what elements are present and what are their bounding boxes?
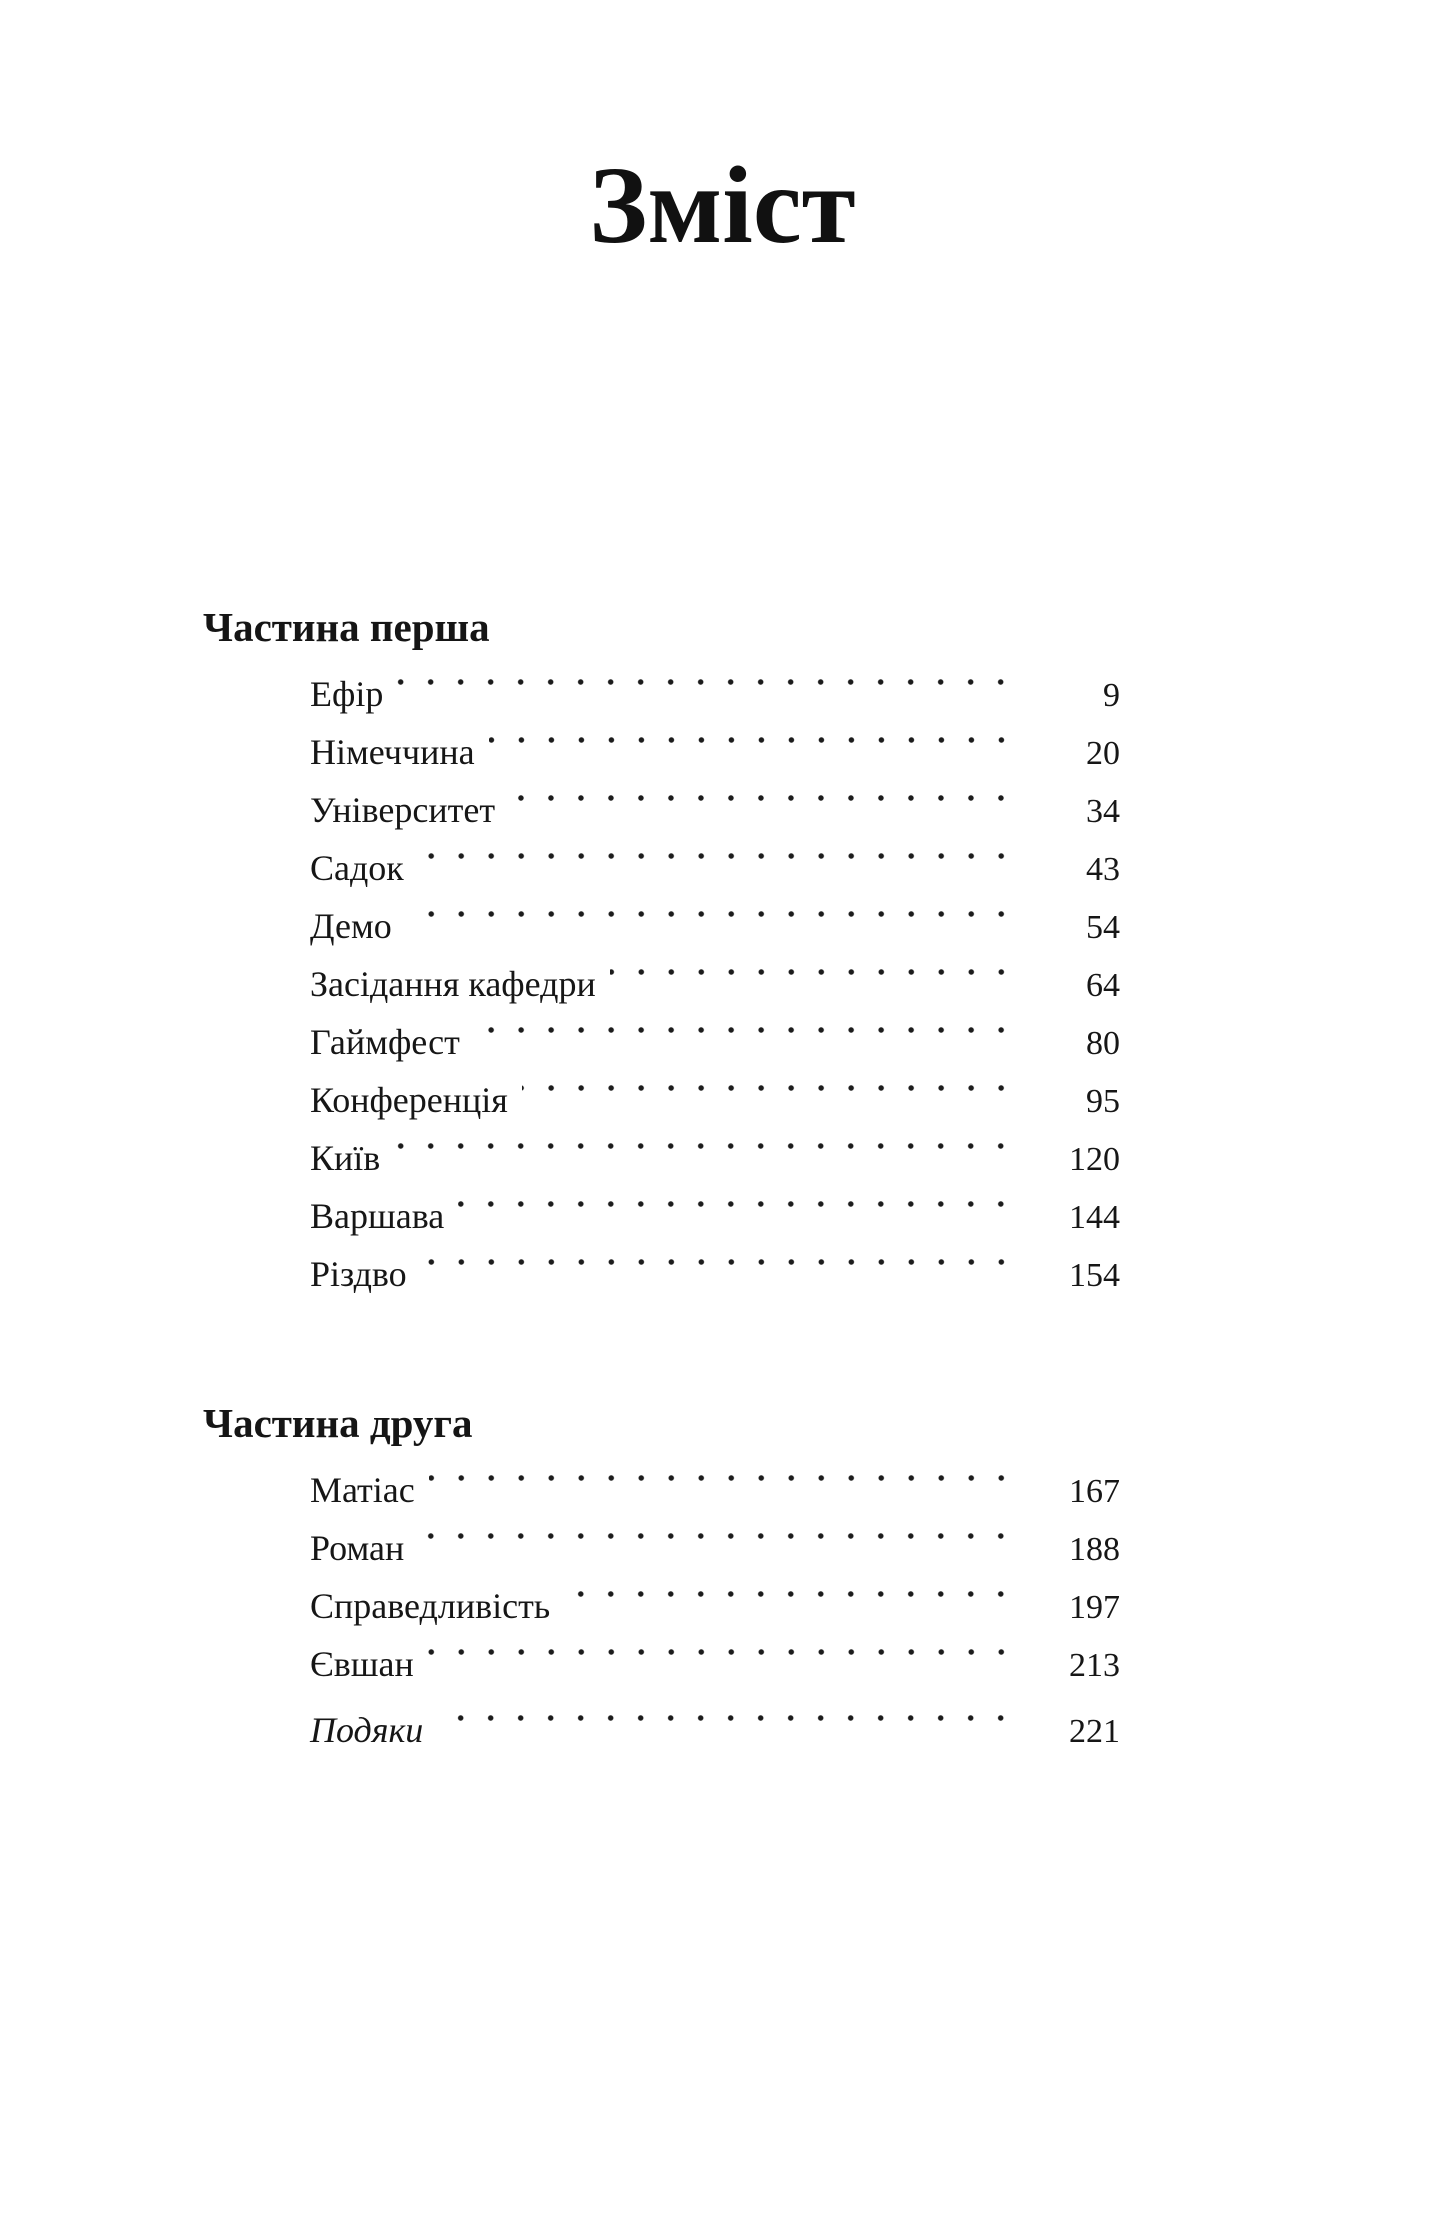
- toc-entry-page-number: 167: [1069, 1472, 1120, 1510]
- toc-entry-page-number: 120: [1069, 1140, 1120, 1178]
- dot-leader: [474, 1014, 1020, 1072]
- dot-leader: [418, 1520, 1020, 1578]
- dot-leader: [406, 898, 1020, 956]
- toc-entry: [310, 1130, 1120, 1188]
- dot-leader: [489, 724, 1020, 782]
- dot-leader: [564, 1578, 1020, 1636]
- dot-leader: [397, 666, 1020, 724]
- section-heading: Частина друга: [203, 1399, 473, 1446]
- toc-entry-page-number: 9: [1103, 676, 1120, 714]
- toc-entry-list: [310, 666, 1120, 1304]
- toc-entry: [310, 724, 1120, 782]
- dot-leader: [421, 1246, 1020, 1304]
- dot-leader: [522, 1072, 1020, 1130]
- toc-entry-page-number: 20: [1086, 734, 1120, 772]
- toc-entry-page-number: 43: [1086, 850, 1120, 888]
- toc-entry: [310, 840, 1120, 898]
- toc-entry: [310, 1072, 1120, 1130]
- toc-entry-label: Київ: [310, 1137, 381, 1178]
- toc-entry: [310, 898, 1120, 956]
- dot-leader: [509, 782, 1020, 840]
- toc-entry-label: Роман: [310, 1527, 405, 1568]
- toc-entry-label: Садок: [310, 847, 404, 888]
- toc-entry: [310, 956, 1120, 1014]
- toc-entry-page-number: 188: [1069, 1530, 1120, 1568]
- toc-entry-label: Демо: [310, 905, 392, 946]
- toc-entry: [310, 1188, 1120, 1246]
- toc-sections: [0, 602, 1445, 1694]
- toc-entry-list: [310, 1462, 1120, 1694]
- toc-entry-page-number: 80: [1086, 1024, 1120, 1062]
- dot-leader: [458, 1188, 1020, 1246]
- toc-entry: [310, 1578, 1120, 1636]
- toc-entry-label: Різдво: [310, 1253, 407, 1294]
- toc-entry: [310, 1246, 1120, 1304]
- toc-entry-label: Німеччина: [310, 731, 475, 772]
- section-heading: Частина перша: [203, 603, 490, 650]
- dot-leader: [610, 956, 1020, 1014]
- toc-entry-page-number: 64: [1086, 966, 1120, 1004]
- toc-entry-page-number: 221: [1069, 1712, 1120, 1750]
- toc-entry: [310, 782, 1120, 840]
- dot-leader: [437, 1702, 1020, 1760]
- toc-entry-label: Конференція: [310, 1079, 508, 1120]
- toc-entry-label: Засідання кафедри: [310, 963, 596, 1004]
- toc-entry-label: Матіас: [310, 1469, 415, 1510]
- toc-entry: [310, 1014, 1120, 1072]
- toc-entry-page-number: 197: [1069, 1588, 1120, 1626]
- toc-entry: [310, 1462, 1120, 1520]
- toc-entry-page-number: 144: [1069, 1198, 1120, 1236]
- toc-entry-page-number: 34: [1086, 792, 1120, 830]
- dot-leader: [429, 1462, 1020, 1520]
- dot-leader: [418, 840, 1020, 898]
- toc-entry-page-number: 95: [1086, 1082, 1120, 1120]
- toc-entry-label: Подяки: [310, 1709, 424, 1750]
- toc-section: [0, 1398, 1445, 1694]
- toc-entry-label: Університет: [310, 789, 496, 830]
- toc-entry-page-number: 154: [1069, 1256, 1120, 1294]
- toc-entry-label: Гаймфест: [310, 1021, 460, 1062]
- toc-section: [0, 602, 1445, 1304]
- toc-entry-page-number: 54: [1086, 908, 1120, 946]
- toc-entry-label: Варшава: [310, 1195, 445, 1236]
- toc-entry: [310, 1520, 1120, 1578]
- toc-entry-page-number: 213: [1069, 1646, 1120, 1684]
- toc-entry-label: Євшан: [310, 1643, 414, 1684]
- toc-entry: [310, 666, 1120, 724]
- page-title: Зміст: [589, 144, 856, 266]
- toc-entry-acknowledgements: [310, 1702, 1120, 1760]
- toc-entry-label: Ефір: [310, 673, 384, 714]
- dot-leader: [394, 1130, 1020, 1188]
- dot-leader: [428, 1636, 1020, 1694]
- toc-entry-label: Справедливість: [310, 1585, 551, 1626]
- toc-entry: [310, 1636, 1120, 1694]
